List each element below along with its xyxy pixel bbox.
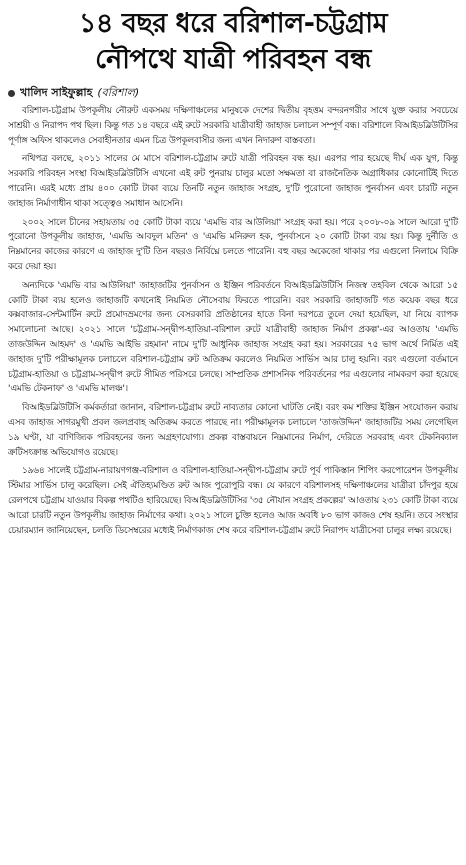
bullet-icon xyxy=(8,90,15,97)
paragraph-2: নথিপত্র বলছে, ২০১১ সালের মে মাসে বরিশাল-চট্টগ্রাম রুটে যাত্রী পরিবহন বন্ধ হয়। এরপর পার হয়েছে দীর্ঘ এক যুগ, কিন্তু সরকারি পরিবহন সংস্থা বিআইডব্লিউটিসি এখনো এই রুট পুনরায় চালুর মতো সক্ষমতা বা রাজনৈতিক অগ্রাধিকার কোনোটিই দিতে পারেনি। এরই মধ্যে প্রায় ৪০০ কোটি টাকা ব্যয়ে তিনটি নতুন জাহাজ সংগ্রহ, দু'টি পুরোনো জাহাজ পুনর্বাসন এবং চারটি নতুন জাহাজ নির্মাণাধীন থাকা সত্ত্বেও সমাধান আসেনি। xyxy=(8,154,458,209)
article-body xyxy=(8,104,458,538)
paragraph-6: ১৯৬৪ সালেই চট্টগ্রাম-নারায়ণগঞ্জ-বরিশাল ও বরিশাল-হাতিয়া-সন্দ্বীপ-চট্টগ্রাম রুটে পূর্ব পাকিস্তান শিপিং করপোরেশন উপকূলীয় স্টিমার সার্ভিস চালু করেছিল। সেই ঐতিহ্যমণ্ডিত রুট আজ পুরোপুরি বন্ধ। যে কারণে বরিশালসহ দক্ষিণাঞ্চলের যাত্রীরা চাঁদপুর হয়ে রেলপথে চট্টগ্রাম যাওয়ার বিকল্প পথটিও হারিয়েছে। বিআইডব্লিউটিসির '৩৫ নৌযান সংগ্রহ প্রকল্পের' আওতায় ২৩১ কোটি টাকা ব্যয়ে আরো চারটি নতুন উপকূলীয় জাহাজ নির্মাণের কথা। ২০২১ সালে চুক্তি হলেও আজ অবধি ৮০ ভাগ কাজও শেষ হয়নি। তবে সংস্থার চেয়ারম্যান জানিয়েছেন, চলতি ডিসেম্বরের মধ্যেই নির্মাণকাজ শেষ করে বরিশাল-চট্টগ্রাম রুটে নিরাপদ যাত্রীসেবা চালুর লক্ষ্য রয়েছে। xyxy=(8,466,458,536)
paragraph-4: অন্যদিকে 'এমভি বার আউলিয়া' জাহাজটির পুনর্বাসন ও ইঞ্জিন পরিবর্তনে বিআইডব্লিউটিসি নিজস্ব তহবিল থেকে আরো ১৫ কোটি টাকা ব্যয় হলেও জাহাজটি কখনোই নিয়মিত নৌসেবায় ফিরতে পারেনি। বরং সরকারি জাহাজটি গত কয়েক বছর ধরে কক্সবাজার-সেন্টমার্টিন রুটে প্রমোদভ্রমণের জন্য বেসরকারি প্রতিষ্ঠানের হাতে বিনা দরপত্রে তুলে দেয়া হয়েছিল, যা নিয়ে ব্যাপক সমালোচনা আছে। ২০২১ সালে 'চট্টগ্রাম-সন্দ্বীপ-হাতিয়া-বরিশাল রুটে যাত্রীবাহী জাহাজ নির্মাণ প্রকল্প'-এর আওতায় 'এমভি তাজউদ্দিন আহমদ' ও 'এমভি আইভি রহমান' নামে দু'টি আধুনিক জাহাজ সংগ্রহ করা হয়। সরকারের ৭৫ ভাগ অর্থে নির্মিত এই জাহাজ দু'টি পরীক্ষামূলক চলাচলে বরিশাল-চট্টগ্রাম রুট অতিক্রম করলেও নিয়মিত সার্ভিস আর চালু হয়নি। বরং এগুলো বর্তমানে চট্টগ্রাম-হাতিয়া ও চট্টগ্রাম-সন্দ্বীপ রুটে সীমিত পরিসরে চলছে। সাম্প্রতিক প্রশাসনিক পরিবর্তনের পর এগুলোর নামকরণ করা হয়েছে 'এমভি টেকনাফ' ও 'এমভি মালঞ্চ'। xyxy=(8,280,458,395)
headline-line-2: নৌপথে যাত্রী পরিবহন বন্ধ xyxy=(95,44,371,75)
paragraph-3: ২০০২ সালে চীনের সহায়তায় ৩৫ কোটি টাকা ব্যয়ে 'এমভি বার আউলিয়া' সংগ্রহ করা হয়। পরে ২০০৮-০৯ সালে আরো দু'টি পুরোনো উপকূলীয় জাহাজ, 'এমভি আবদুল মতিন' ও 'এমভি মনিরুল হক, পুনর্বাসনে ২০ কোটি টাকা ব্যয় হয়। কিন্তু দুর্নীতি ও নিম্নমানের কাজের কারণে এ জাহাজ দু'টি তিন বছরও নির্বিঘ্নে চলতে পারেনি। বহু বছর অকেজো থাকার পর এগুলো নিলামে বিক্রি করে দেয়া হয়। xyxy=(8,217,458,272)
paragraph-1: বরিশাল-চট্টগ্রাম উপকূলীয় নৌরুট একসময় দক্ষিণাঞ্চলের মানুষকে দেশের দ্বিতীয় বৃহত্তম বন্দরনগরীর সাথে যুক্ত করার সবচেয়ে সাশ্রয়ী ও নিরাপদ পথ ছিল। কিন্তু গত ১৪ বছরে এই রুটে সরকারি যাত্রীবাহী জাহাজ চলাচল সম্পূর্ণ বন্ধ। বরিশালে বিআইডব্লিউটিসির পূর্ণাঙ্গ অফিস থাকলেও সেবাহীনতার এমন চিত্র উপকূলবাসীর জন্য এখন নিদারুণ বাস্তবতা। xyxy=(8,106,458,146)
paragraph-5: বিআইডব্লিউটিসি কর্মকর্তারা জানান, বরিশাল-চট্টগ্রাম রুটে নাব্যতার কোনো ঘাটতি নেই। বরং কম শক্তির ইঞ্জিন সংযোজন করায় এসব জাহাজ সাগরমুখী প্রবল জলপ্রবাহ অতিক্রম করতে পারছে না। পরীক্ষামূলক চলাচলে 'তাজউদ্দিন' জাহাজটির সময় লেগেছিল ১৯ ঘণ্টা, যা বাণিজ্যিক পরিবহনের জন্য অগ্রহণযোগ্য। প্রকল্প বাস্তবায়নে নিম্নমানের নির্মাণ, দেরিতে সরবরাহ এবং টেকনিক্যাল ক্রটিসংক্রান্ত অভিযোগও রয়েছে। xyxy=(8,403,458,458)
author-name: খালিদ সাইফুল্লাহ xyxy=(20,86,93,99)
headline-line-1: ১৪ বছর ধরে বরিশাল-চট্টগ্রাম xyxy=(78,8,388,39)
byline xyxy=(8,86,458,100)
dateline-location: (বরিশাল) xyxy=(97,86,140,99)
